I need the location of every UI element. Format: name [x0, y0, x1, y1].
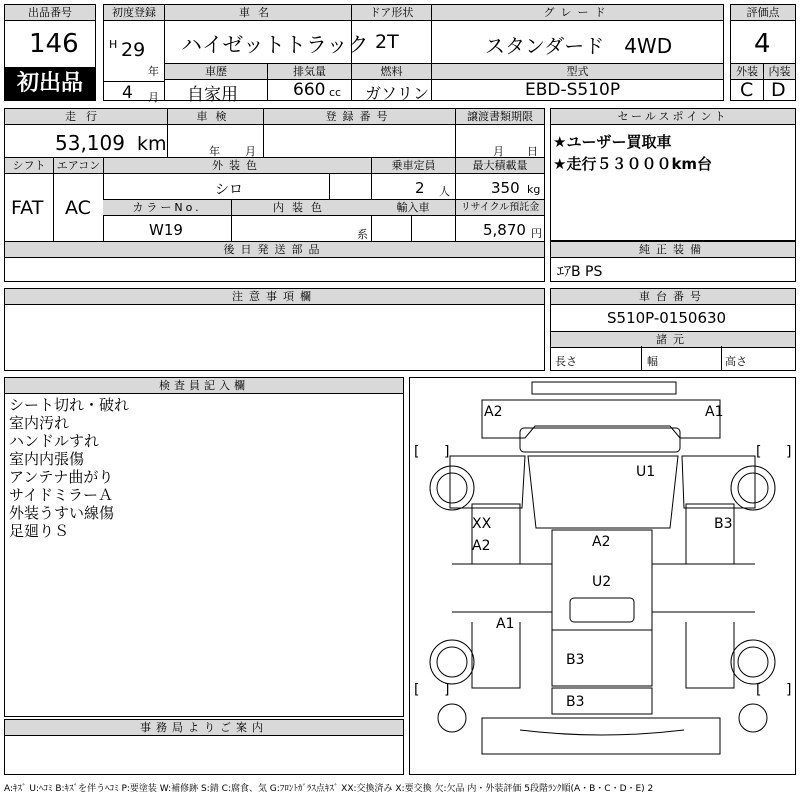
- remark-item: アンテナ曲がり: [9, 468, 114, 486]
- lot-number: 146: [29, 29, 79, 59]
- mileage: 53,109: [55, 131, 125, 155]
- recycle-unit: 円: [531, 227, 542, 240]
- color: シロ: [215, 182, 243, 198]
- grade: スタンダード 4WD: [485, 34, 673, 58]
- remark-item: 室内内張傷: [9, 450, 85, 468]
- shift-label: シフト: [5, 158, 53, 174]
- color-no-label: カラーNo.: [103, 200, 231, 216]
- mark-floor-front: A2: [592, 534, 611, 550]
- load-unit: kg: [527, 183, 541, 196]
- ac: AC: [65, 197, 91, 219]
- notes-label: 注意事項欄: [5, 289, 544, 305]
- sales-points-label: セールスポイント: [551, 109, 795, 125]
- registration-year-unit: 年: [148, 65, 159, 78]
- details-box: [4, 108, 545, 282]
- bracket-right-top-close: ]: [786, 444, 792, 460]
- legend: A:ｷｽﾞ U:ﾍｺﾐ B:ｷｽﾞを伴うﾍｺﾐ P:要塗装 W:補修跡 S:錆 C:腐食、気 G:ﾌﾛﾝﾄｶﾞﾗｽ点ｷｽﾞ XX:交換済み X:要交換 欠:欠品 内・外装評価 5段階ﾗﾝｸ順(A・B・C・D・E) 2: [4, 784, 654, 794]
- bracket-right-bottom-close: ]: [786, 682, 792, 698]
- color-label: 外装色: [103, 158, 371, 174]
- equipment-box: [550, 241, 796, 282]
- equipment-value: ｴｱB PS: [557, 264, 603, 280]
- door-type-label: ドア形状: [351, 5, 431, 21]
- mark-bed: B3: [566, 652, 585, 668]
- recycle-fee: 5,870: [483, 221, 526, 239]
- history-label: 車歴: [165, 64, 267, 80]
- shift: FAT: [11, 197, 44, 219]
- registration-month: 4: [122, 83, 133, 103]
- grade-label: グレード: [431, 5, 723, 21]
- recycle-label: リサイクル預託金: [455, 200, 544, 216]
- interior-color-label: 内装色: [231, 200, 371, 216]
- mark-floor-mid: U2: [592, 574, 612, 590]
- interior-grade: D: [771, 79, 786, 101]
- remark-item: 室内汚れ: [9, 414, 70, 432]
- load-label: 最大積載量: [455, 158, 544, 174]
- model-label: 型式: [431, 64, 723, 80]
- exterior-grade: C: [740, 79, 754, 101]
- interior-color-suffix: 系: [357, 228, 368, 241]
- displacement: 660: [293, 80, 326, 100]
- car-name: ハイゼットトラック: [181, 33, 369, 57]
- bracket-left-top: [: [414, 444, 420, 460]
- width-label: 幅: [647, 355, 658, 368]
- lot-box: [4, 4, 96, 101]
- exterior-grade-label: 外装: [731, 64, 763, 80]
- sales-point-item: ★ユーザー買取車: [553, 133, 672, 151]
- mark-left-door-1: XX: [472, 516, 492, 532]
- model: EBD-S510P: [525, 80, 621, 100]
- remark-item: 外装うすい線傷: [9, 504, 115, 522]
- door-type: 2T: [375, 31, 399, 53]
- length-label: 長さ: [555, 355, 577, 368]
- transfer-label: 譲渡書類期限: [455, 109, 544, 125]
- mark-left-door-2: A2: [472, 538, 491, 554]
- sales-points-box: [550, 108, 796, 241]
- fuel-label: 燃料: [351, 64, 431, 80]
- mileage-label: 走行: [5, 109, 167, 125]
- mark-right-front: B3: [714, 516, 733, 532]
- displacement-unit: cc: [329, 86, 342, 99]
- mark-front-right: A1: [705, 404, 724, 420]
- shaken-month-unit: 月: [245, 145, 256, 158]
- car-name-label: 車名: [165, 5, 351, 21]
- bracket-left-top-close: ]: [444, 444, 450, 460]
- bracket-right-top: [: [756, 444, 762, 460]
- capacity-unit: 人: [439, 185, 450, 198]
- inspector-box: [4, 377, 404, 717]
- bracket-right-bottom: [: [756, 682, 762, 698]
- registration-year: 29: [121, 39, 146, 61]
- mark-front-left: A2: [484, 404, 503, 420]
- capacity: 2: [415, 179, 425, 197]
- sales-point-item: ★走行５３０００km台: [553, 155, 713, 173]
- office-box: [4, 719, 404, 775]
- mark-tailgate: B3: [566, 694, 585, 710]
- chassis-number: S510P-0150630: [607, 309, 727, 327]
- plate-label: 登録番号: [263, 109, 455, 125]
- remark-item: ハンドルすれ: [9, 432, 100, 450]
- ac-label: エアコン: [53, 158, 103, 174]
- history: 自家用: [187, 85, 238, 105]
- first-listing-badge: 初出品: [5, 67, 95, 100]
- dimensions-label: 諸元: [551, 331, 795, 348]
- later-parts-label: 後日発送部品: [5, 242, 544, 258]
- equipment-label: 純正装備: [551, 242, 795, 258]
- registration-month-unit: 月: [148, 91, 159, 104]
- inspector-label: 検査員記入欄: [5, 378, 403, 394]
- chassis-label: 車台番号: [551, 289, 795, 305]
- import-label: 輸入車: [371, 200, 455, 216]
- vehicle-diagram: [409, 377, 796, 775]
- score-label: 評価点: [731, 5, 795, 21]
- bracket-left-bottom: [: [414, 682, 420, 698]
- registration-era: H: [109, 38, 118, 51]
- score-box: [730, 4, 796, 101]
- remark-item: シート切れ・破れ: [9, 396, 130, 414]
- lot-label: 出品番号: [5, 5, 95, 21]
- shaken-year-unit: 年: [209, 145, 220, 158]
- load: 350: [491, 179, 520, 197]
- office-label: 事務局よりご案内: [5, 720, 403, 736]
- remark-item: サイドミラーＡ: [9, 486, 113, 504]
- vehicle-info-box: [164, 4, 724, 105]
- mark-roof: U1: [636, 464, 656, 480]
- registration-box: [103, 4, 165, 104]
- registration-label: 初度登録: [104, 5, 164, 21]
- color-no: W19: [149, 221, 183, 239]
- shaken-label: 車検: [167, 109, 263, 125]
- transfer-month-unit: 月: [493, 145, 504, 158]
- height-label: 高さ: [725, 355, 747, 368]
- mark-left-sill: A1: [496, 616, 515, 632]
- notes-box: [4, 288, 545, 371]
- mileage-unit: km: [137, 133, 167, 155]
- interior-grade-label: 内装: [763, 64, 795, 80]
- chassis-box: [550, 288, 796, 371]
- score: 4: [754, 29, 771, 59]
- transfer-day-unit: 日: [527, 145, 538, 158]
- capacity-label: 乗車定員: [371, 158, 455, 174]
- displacement-label: 排気量: [267, 64, 351, 80]
- bracket-left-bottom-close: ]: [444, 682, 450, 698]
- fuel: ガソリン: [365, 84, 430, 103]
- remark-item: 足廻りＳ: [9, 522, 70, 540]
